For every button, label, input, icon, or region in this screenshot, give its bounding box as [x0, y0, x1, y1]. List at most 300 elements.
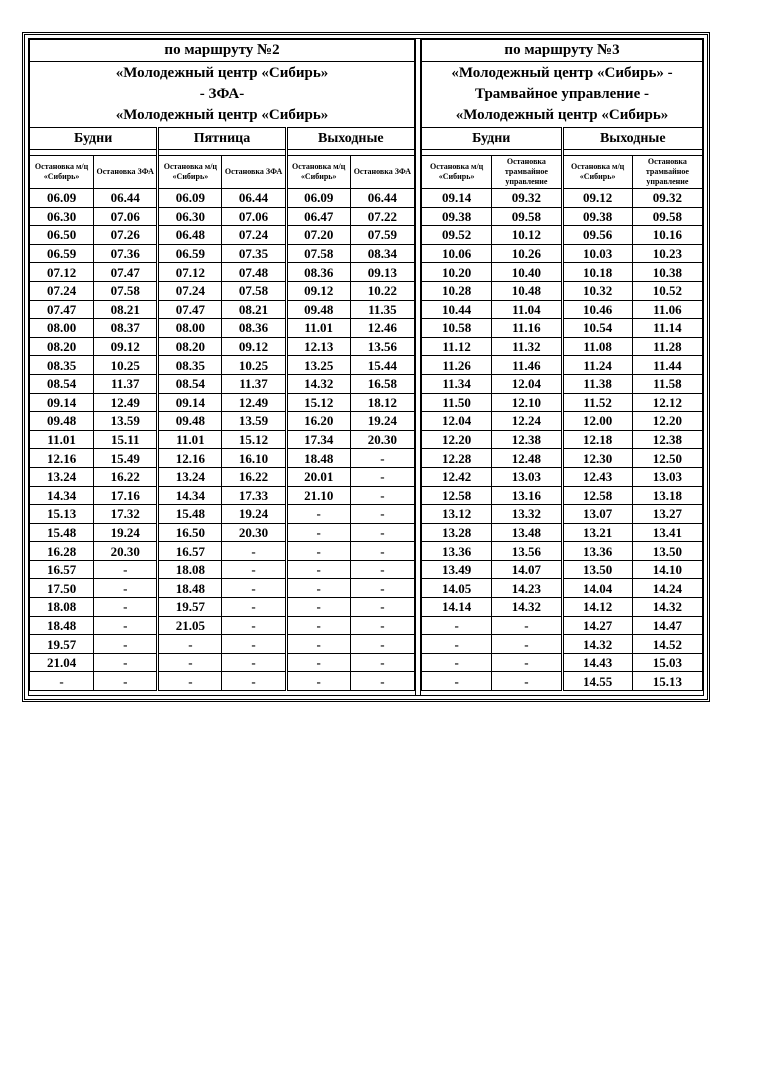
stop-header-destination: Остановка трамвайное управление [492, 156, 562, 189]
time-cell: - [222, 635, 286, 654]
time-cell: - [492, 672, 562, 691]
time-cell: - [422, 635, 492, 654]
time-cell: 09.12 [562, 189, 632, 208]
stop-header-sibir: Остановка м/ц «Сибирь» [422, 156, 492, 189]
time-cell: 14.10 [632, 560, 702, 579]
time-cell: 12.13 [286, 337, 350, 356]
time-cell: - [350, 579, 414, 598]
time-cell: 14.32 [286, 374, 350, 393]
time-cell: 12.04 [492, 374, 562, 393]
time-cell: - [286, 672, 350, 691]
time-cell: 06.09 [158, 189, 222, 208]
time-cell: 13.21 [562, 523, 632, 542]
time-cell: 15.49 [94, 449, 158, 468]
time-cell: 08.54 [158, 374, 222, 393]
group-weekdays: Будни [422, 128, 563, 150]
time-cell: 09.58 [492, 207, 562, 226]
table-row [422, 244, 703, 263]
time-cell: 13.12 [422, 505, 492, 524]
table-row [422, 579, 703, 598]
time-cell: 09.38 [562, 207, 632, 226]
time-cell: 16.57 [158, 542, 222, 561]
time-cell: 15.03 [632, 653, 702, 672]
table-row [422, 319, 703, 338]
time-cell: 10.40 [492, 263, 562, 282]
time-cell: 11.52 [562, 393, 632, 412]
group-weekend: Выходные [286, 128, 414, 150]
route-3-name-line-1: «Молодежный центр «Сибирь» - [451, 65, 673, 81]
time-cell: 10.03 [562, 244, 632, 263]
time-cell: 07.59 [350, 226, 414, 245]
time-cell: 10.58 [422, 319, 492, 338]
time-cell: 09.14 [158, 393, 222, 412]
table-row [422, 412, 703, 431]
time-cell: 06.30 [158, 207, 222, 226]
time-cell: 15.12 [286, 393, 350, 412]
time-cell: - [492, 635, 562, 654]
time-cell: 11.04 [492, 300, 562, 319]
time-cell: 11.24 [562, 356, 632, 375]
time-cell: - [222, 542, 286, 561]
time-cell: 10.26 [492, 244, 562, 263]
time-cell: 07.22 [350, 207, 414, 226]
time-cell: 07.24 [30, 281, 94, 300]
time-cell: - [94, 672, 158, 691]
time-cell: - [94, 598, 158, 617]
time-cell: 12.43 [562, 467, 632, 486]
time-cell: - [286, 653, 350, 672]
table-row [422, 616, 703, 635]
time-cell: 17.32 [94, 505, 158, 524]
time-cell: 07.47 [30, 300, 94, 319]
table-row [422, 300, 703, 319]
time-cell: 21.04 [30, 653, 94, 672]
table-row [422, 263, 703, 282]
time-cell: 07.58 [286, 244, 350, 263]
table-row [422, 356, 703, 375]
table-row [30, 226, 415, 245]
time-cell: - [350, 672, 414, 691]
time-cell: 11.38 [562, 374, 632, 393]
time-cell: 08.36 [222, 319, 286, 338]
table-row [30, 635, 415, 654]
table-row [422, 486, 703, 505]
time-cell: 09.58 [632, 207, 702, 226]
route-2-stop-header [30, 156, 415, 189]
time-cell: 10.06 [422, 244, 492, 263]
table-row [30, 616, 415, 635]
time-cell: 06.47 [286, 207, 350, 226]
table-row [30, 542, 415, 561]
time-cell: - [158, 672, 222, 691]
time-cell: 14.43 [562, 653, 632, 672]
table-row [30, 393, 415, 412]
time-cell: 12.16 [158, 449, 222, 468]
stop-header-sibir: Остановка м/ц «Сибирь» [158, 156, 222, 189]
table-row [422, 430, 703, 449]
time-cell: 14.32 [562, 635, 632, 654]
time-cell: 14.27 [562, 616, 632, 635]
time-cell: 14.07 [492, 560, 562, 579]
time-cell: 06.44 [222, 189, 286, 208]
route-2-name-line-1: «Молодежный центр «Сибирь» [115, 65, 329, 81]
time-cell: 06.59 [158, 244, 222, 263]
time-cell: - [286, 598, 350, 617]
time-cell: - [286, 523, 350, 542]
time-cell: 10.16 [632, 226, 702, 245]
route-2-name-line-3: «Молодежный центр «Сибирь» [115, 107, 329, 123]
time-cell: - [222, 653, 286, 672]
time-cell: 16.58 [350, 374, 414, 393]
time-cell: 20.30 [222, 523, 286, 542]
time-cell: - [286, 505, 350, 524]
time-cell: 13.27 [632, 505, 702, 524]
time-cell: 12.58 [422, 486, 492, 505]
table-row [422, 523, 703, 542]
time-cell: 11.01 [30, 430, 94, 449]
time-cell: 11.08 [562, 337, 632, 356]
table-row [422, 560, 703, 579]
time-cell: 08.00 [30, 319, 94, 338]
time-cell: 12.12 [632, 393, 702, 412]
time-cell: 11.12 [422, 337, 492, 356]
time-cell: 09.48 [158, 412, 222, 431]
time-cell: 08.00 [158, 319, 222, 338]
time-cell: 19.24 [94, 523, 158, 542]
time-cell: 14.24 [632, 579, 702, 598]
time-cell: 14.23 [492, 579, 562, 598]
stop-header-destination: Остановка ЗФА [222, 156, 286, 189]
time-cell: 12.20 [632, 412, 702, 431]
time-cell: 16.28 [30, 542, 94, 561]
route-2-panel [29, 39, 415, 695]
route-2-name-line-2: - ЗФА- [199, 86, 245, 102]
time-cell: - [94, 653, 158, 672]
time-cell: 11.34 [422, 374, 492, 393]
time-cell: 11.26 [422, 356, 492, 375]
time-cell: 09.14 [30, 393, 94, 412]
table-row [30, 653, 415, 672]
time-cell: 07.24 [158, 281, 222, 300]
stop-header-sibir: Остановка м/ц «Сибирь» [562, 156, 632, 189]
route-3-title: по маршруту №3 [422, 40, 703, 62]
time-cell: 11.28 [632, 337, 702, 356]
time-cell: 14.14 [422, 598, 492, 617]
time-cell: 11.16 [492, 319, 562, 338]
table-row [30, 337, 415, 356]
time-cell: 16.50 [158, 523, 222, 542]
time-cell: 12.20 [422, 430, 492, 449]
time-cell: 11.14 [632, 319, 702, 338]
time-cell: - [158, 653, 222, 672]
time-cell: 09.12 [222, 337, 286, 356]
time-cell: 08.35 [30, 356, 94, 375]
time-cell: 10.52 [632, 281, 702, 300]
stop-header-destination: Остановка трамвайное управление [632, 156, 702, 189]
table-row [422, 635, 703, 654]
time-cell: 14.32 [632, 598, 702, 617]
time-cell: 06.50 [30, 226, 94, 245]
time-cell: 07.06 [94, 207, 158, 226]
time-cell: 11.37 [94, 374, 158, 393]
table-row [30, 319, 415, 338]
time-cell: - [94, 579, 158, 598]
table-row [422, 653, 703, 672]
time-cell: 10.12 [492, 226, 562, 245]
table-row [30, 207, 415, 226]
time-cell: - [286, 616, 350, 635]
time-cell: 09.14 [422, 189, 492, 208]
route-3-table [421, 39, 703, 691]
time-cell: 08.34 [350, 244, 414, 263]
time-cell: 07.47 [158, 300, 222, 319]
time-cell: 10.25 [94, 356, 158, 375]
route-3-name [422, 62, 703, 128]
time-cell: 11.35 [350, 300, 414, 319]
time-cell: 06.09 [30, 189, 94, 208]
time-cell: 14.52 [632, 635, 702, 654]
time-cell: - [30, 672, 94, 691]
time-cell: 15.48 [158, 505, 222, 524]
time-cell: 08.20 [158, 337, 222, 356]
table-row [422, 672, 703, 691]
time-cell: 13.03 [492, 467, 562, 486]
time-cell: 09.48 [286, 300, 350, 319]
table-row [30, 189, 415, 208]
time-cell: 20.01 [286, 467, 350, 486]
time-cell: - [492, 616, 562, 635]
time-cell: 19.24 [222, 505, 286, 524]
table-row [30, 300, 415, 319]
time-cell: 12.18 [562, 430, 632, 449]
time-cell: 12.24 [492, 412, 562, 431]
time-cell: 18.48 [286, 449, 350, 468]
table-row [422, 467, 703, 486]
time-cell: 11.50 [422, 393, 492, 412]
time-cell: 16.57 [30, 560, 94, 579]
table-row [422, 505, 703, 524]
time-cell: - [350, 449, 414, 468]
stop-header-destination: Остановка ЗФА [94, 156, 158, 189]
time-cell: 07.26 [94, 226, 158, 245]
time-cell: 20.30 [350, 430, 414, 449]
table-row [422, 449, 703, 468]
table-row [30, 467, 415, 486]
time-cell: 10.48 [492, 281, 562, 300]
time-cell: 14.32 [492, 598, 562, 617]
table-row [30, 505, 415, 524]
time-cell: - [158, 635, 222, 654]
stop-header-sibir: Остановка м/ц «Сибирь» [30, 156, 94, 189]
route-2-table [29, 39, 415, 691]
time-cell: 06.59 [30, 244, 94, 263]
time-cell: 17.34 [286, 430, 350, 449]
time-cell: 07.35 [222, 244, 286, 263]
stop-header-destination: Остановка ЗФА [350, 156, 414, 189]
time-cell: - [222, 579, 286, 598]
time-cell: 12.49 [222, 393, 286, 412]
time-cell: 14.55 [562, 672, 632, 691]
time-cell: 12.30 [562, 449, 632, 468]
time-cell: 14.12 [562, 598, 632, 617]
table-row [30, 263, 415, 282]
time-cell: 13.56 [350, 337, 414, 356]
time-cell: 19.24 [350, 412, 414, 431]
time-cell: 11.32 [492, 337, 562, 356]
time-cell: 12.42 [422, 467, 492, 486]
time-cell: 13.59 [222, 412, 286, 431]
time-cell: - [350, 486, 414, 505]
time-cell: 07.36 [94, 244, 158, 263]
time-cell: - [350, 467, 414, 486]
time-cell: 08.20 [30, 337, 94, 356]
time-cell: - [222, 560, 286, 579]
time-cell: 10.46 [562, 300, 632, 319]
time-cell: 13.07 [562, 505, 632, 524]
time-cell: 16.20 [286, 412, 350, 431]
time-cell: 07.12 [30, 263, 94, 282]
time-cell: 07.47 [94, 263, 158, 282]
route-2-body [30, 189, 415, 691]
time-cell: 06.48 [158, 226, 222, 245]
time-cell: 12.38 [492, 430, 562, 449]
time-cell: 13.28 [422, 523, 492, 542]
time-cell: 09.56 [562, 226, 632, 245]
time-cell: 08.54 [30, 374, 94, 393]
schedule-frame [28, 38, 704, 696]
time-cell: 15.48 [30, 523, 94, 542]
time-cell: 12.48 [492, 449, 562, 468]
time-cell: 10.44 [422, 300, 492, 319]
group-weekend: Выходные [562, 128, 703, 150]
time-cell: 08.37 [94, 319, 158, 338]
time-cell: 13.59 [94, 412, 158, 431]
time-cell: 10.18 [562, 263, 632, 282]
time-cell: 13.50 [632, 542, 702, 561]
time-cell: 12.00 [562, 412, 632, 431]
time-cell: 16.10 [222, 449, 286, 468]
time-cell: 15.12 [222, 430, 286, 449]
time-cell: 11.58 [632, 374, 702, 393]
time-cell: 10.54 [562, 319, 632, 338]
time-cell: - [350, 635, 414, 654]
time-cell: 08.21 [94, 300, 158, 319]
time-cell: 08.35 [158, 356, 222, 375]
time-cell: 16.22 [94, 467, 158, 486]
table-row [30, 486, 415, 505]
time-cell: 18.48 [158, 579, 222, 598]
time-cell: 14.47 [632, 616, 702, 635]
schedule-sheet [22, 32, 710, 702]
time-cell: 19.57 [158, 598, 222, 617]
time-cell: 16.22 [222, 467, 286, 486]
time-cell: - [422, 672, 492, 691]
time-cell: 15.13 [632, 672, 702, 691]
time-cell: 21.10 [286, 486, 350, 505]
time-cell: 11.01 [286, 319, 350, 338]
time-cell: 13.03 [632, 467, 702, 486]
time-cell: 07.24 [222, 226, 286, 245]
time-cell: 13.36 [562, 542, 632, 561]
time-cell: 07.58 [222, 281, 286, 300]
group-weekdays: Будни [30, 128, 158, 150]
time-cell: 10.22 [350, 281, 414, 300]
time-cell: 13.25 [286, 356, 350, 375]
time-cell: 12.16 [30, 449, 94, 468]
time-cell: 07.48 [222, 263, 286, 282]
table-row [422, 598, 703, 617]
time-cell: - [94, 616, 158, 635]
time-cell: - [94, 635, 158, 654]
table-row [422, 374, 703, 393]
time-cell: 10.28 [422, 281, 492, 300]
time-cell: 11.06 [632, 300, 702, 319]
time-cell: 12.46 [350, 319, 414, 338]
time-cell: 09.12 [94, 337, 158, 356]
time-cell: - [94, 560, 158, 579]
route-3-body [422, 189, 703, 691]
time-cell: 07.58 [94, 281, 158, 300]
time-cell: 12.04 [422, 412, 492, 431]
route-3-stop-header [422, 156, 703, 189]
time-cell: 10.20 [422, 263, 492, 282]
time-cell: 18.12 [350, 393, 414, 412]
time-cell: 13.50 [562, 560, 632, 579]
time-cell: 06.44 [94, 189, 158, 208]
time-cell: - [492, 653, 562, 672]
time-cell: 12.58 [562, 486, 632, 505]
table-row [422, 337, 703, 356]
time-cell: 09.38 [422, 207, 492, 226]
route-3-name-line-2: Трамвайное управление - [475, 86, 649, 102]
time-cell: 14.34 [158, 486, 222, 505]
time-cell: - [350, 542, 414, 561]
time-cell: 13.32 [492, 505, 562, 524]
time-cell: 15.13 [30, 505, 94, 524]
time-cell: - [422, 616, 492, 635]
table-row [422, 281, 703, 300]
time-cell: 09.13 [350, 263, 414, 282]
time-cell: 11.46 [492, 356, 562, 375]
table-row [422, 189, 703, 208]
time-cell: 10.25 [222, 356, 286, 375]
time-cell: 09.52 [422, 226, 492, 245]
table-row [30, 449, 415, 468]
table-row [30, 560, 415, 579]
time-cell: 09.32 [492, 189, 562, 208]
time-cell: 11.01 [158, 430, 222, 449]
time-cell: 10.23 [632, 244, 702, 263]
time-cell: 10.38 [632, 263, 702, 282]
time-cell: 13.24 [30, 467, 94, 486]
time-cell: 14.04 [562, 579, 632, 598]
time-cell: 07.12 [158, 263, 222, 282]
time-cell: 17.50 [30, 579, 94, 598]
table-row [30, 356, 415, 375]
time-cell: 06.44 [350, 189, 414, 208]
time-cell: 13.18 [632, 486, 702, 505]
time-cell: 18.08 [158, 560, 222, 579]
time-cell: 13.41 [632, 523, 702, 542]
time-cell: - [286, 560, 350, 579]
time-cell: 17.16 [94, 486, 158, 505]
time-cell: 18.08 [30, 598, 94, 617]
time-cell: 13.56 [492, 542, 562, 561]
time-cell: - [222, 616, 286, 635]
time-cell: - [350, 653, 414, 672]
time-cell: 12.50 [632, 449, 702, 468]
time-cell: 08.21 [222, 300, 286, 319]
